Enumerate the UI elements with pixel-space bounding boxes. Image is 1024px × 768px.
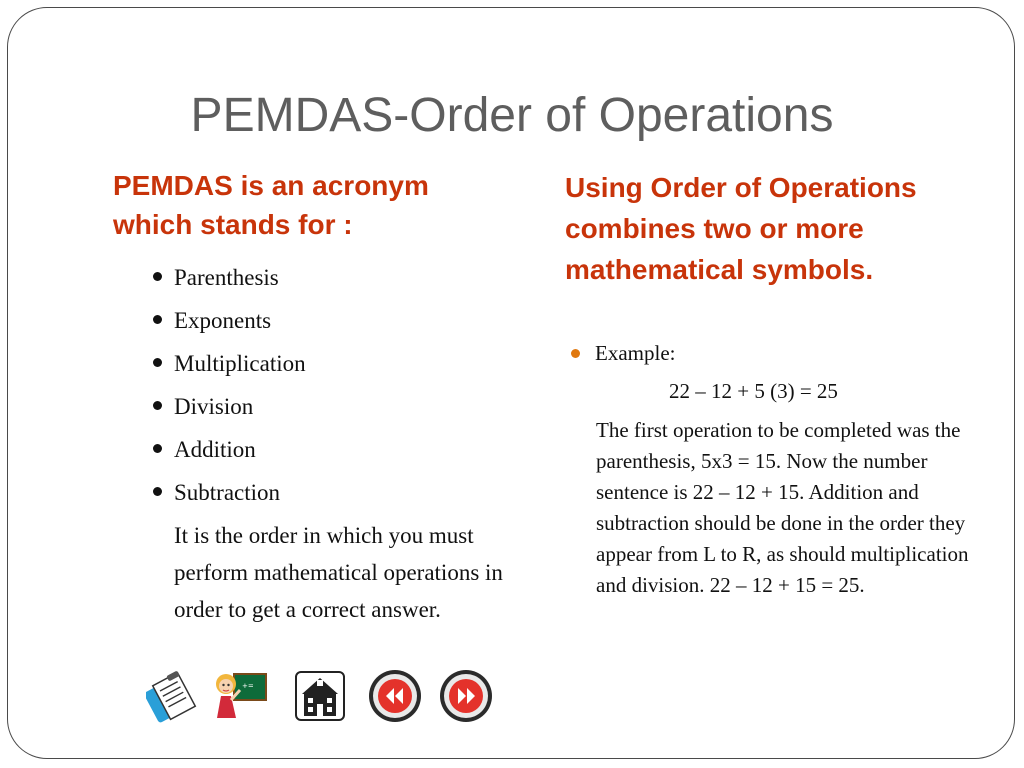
list-item [150,256,306,299]
list-item-text: Multiplication [174,351,306,376]
bullet-icon [571,349,580,358]
example-label: Example: [595,341,676,365]
teacher-icon[interactable] [212,668,268,724]
svg-text:+=: += [242,682,254,690]
left-heading: PEMDAS is an acronym which stands for : [113,170,429,240]
clipboard-icon[interactable] [146,668,202,724]
bullet-icon [153,272,162,281]
fast-forward-icon[interactable] [438,668,494,724]
bullet-icon [153,358,162,367]
list-item-text: Division [174,394,254,419]
list-item [150,385,306,428]
list-item [150,471,306,514]
rewind-icon[interactable] [367,668,423,724]
bullet-icon [153,401,162,410]
example-item [571,336,675,370]
bullet-icon [153,315,162,324]
list-item-text: Parenthesis [174,265,279,290]
list-item-text: Exponents [174,308,272,333]
schoolhouse-icon[interactable] [292,668,348,724]
pemdas-list [150,256,306,514]
left-paragraph: It is the order in which you must perform mathematical operations in order to get a correct answer. [174,523,503,622]
list-item [150,299,306,342]
right-heading: Using Order of Operations combines two or more mathematical symbols. [565,172,917,285]
bullet-icon [153,487,162,496]
list-item [150,428,306,471]
example-equation: 22 – 12 + 5 (3) = 25 [669,379,838,403]
slide-title: PEMDAS-Order of Operations [190,89,834,142]
bullet-icon [153,444,162,453]
right-paragraph: The first operation to be completed was the parenthesis, 5x3 = 15. Now the number sentence is 22 – 12 + 15. Addition and subtraction should be done in the order they appear from L to R, as should multiplication and division. 22 – 12 + 15 = 25. [596,418,969,597]
list-item-text: Addition [174,437,256,462]
list-item [150,342,306,385]
list-item-text: Subtraction [174,480,281,505]
